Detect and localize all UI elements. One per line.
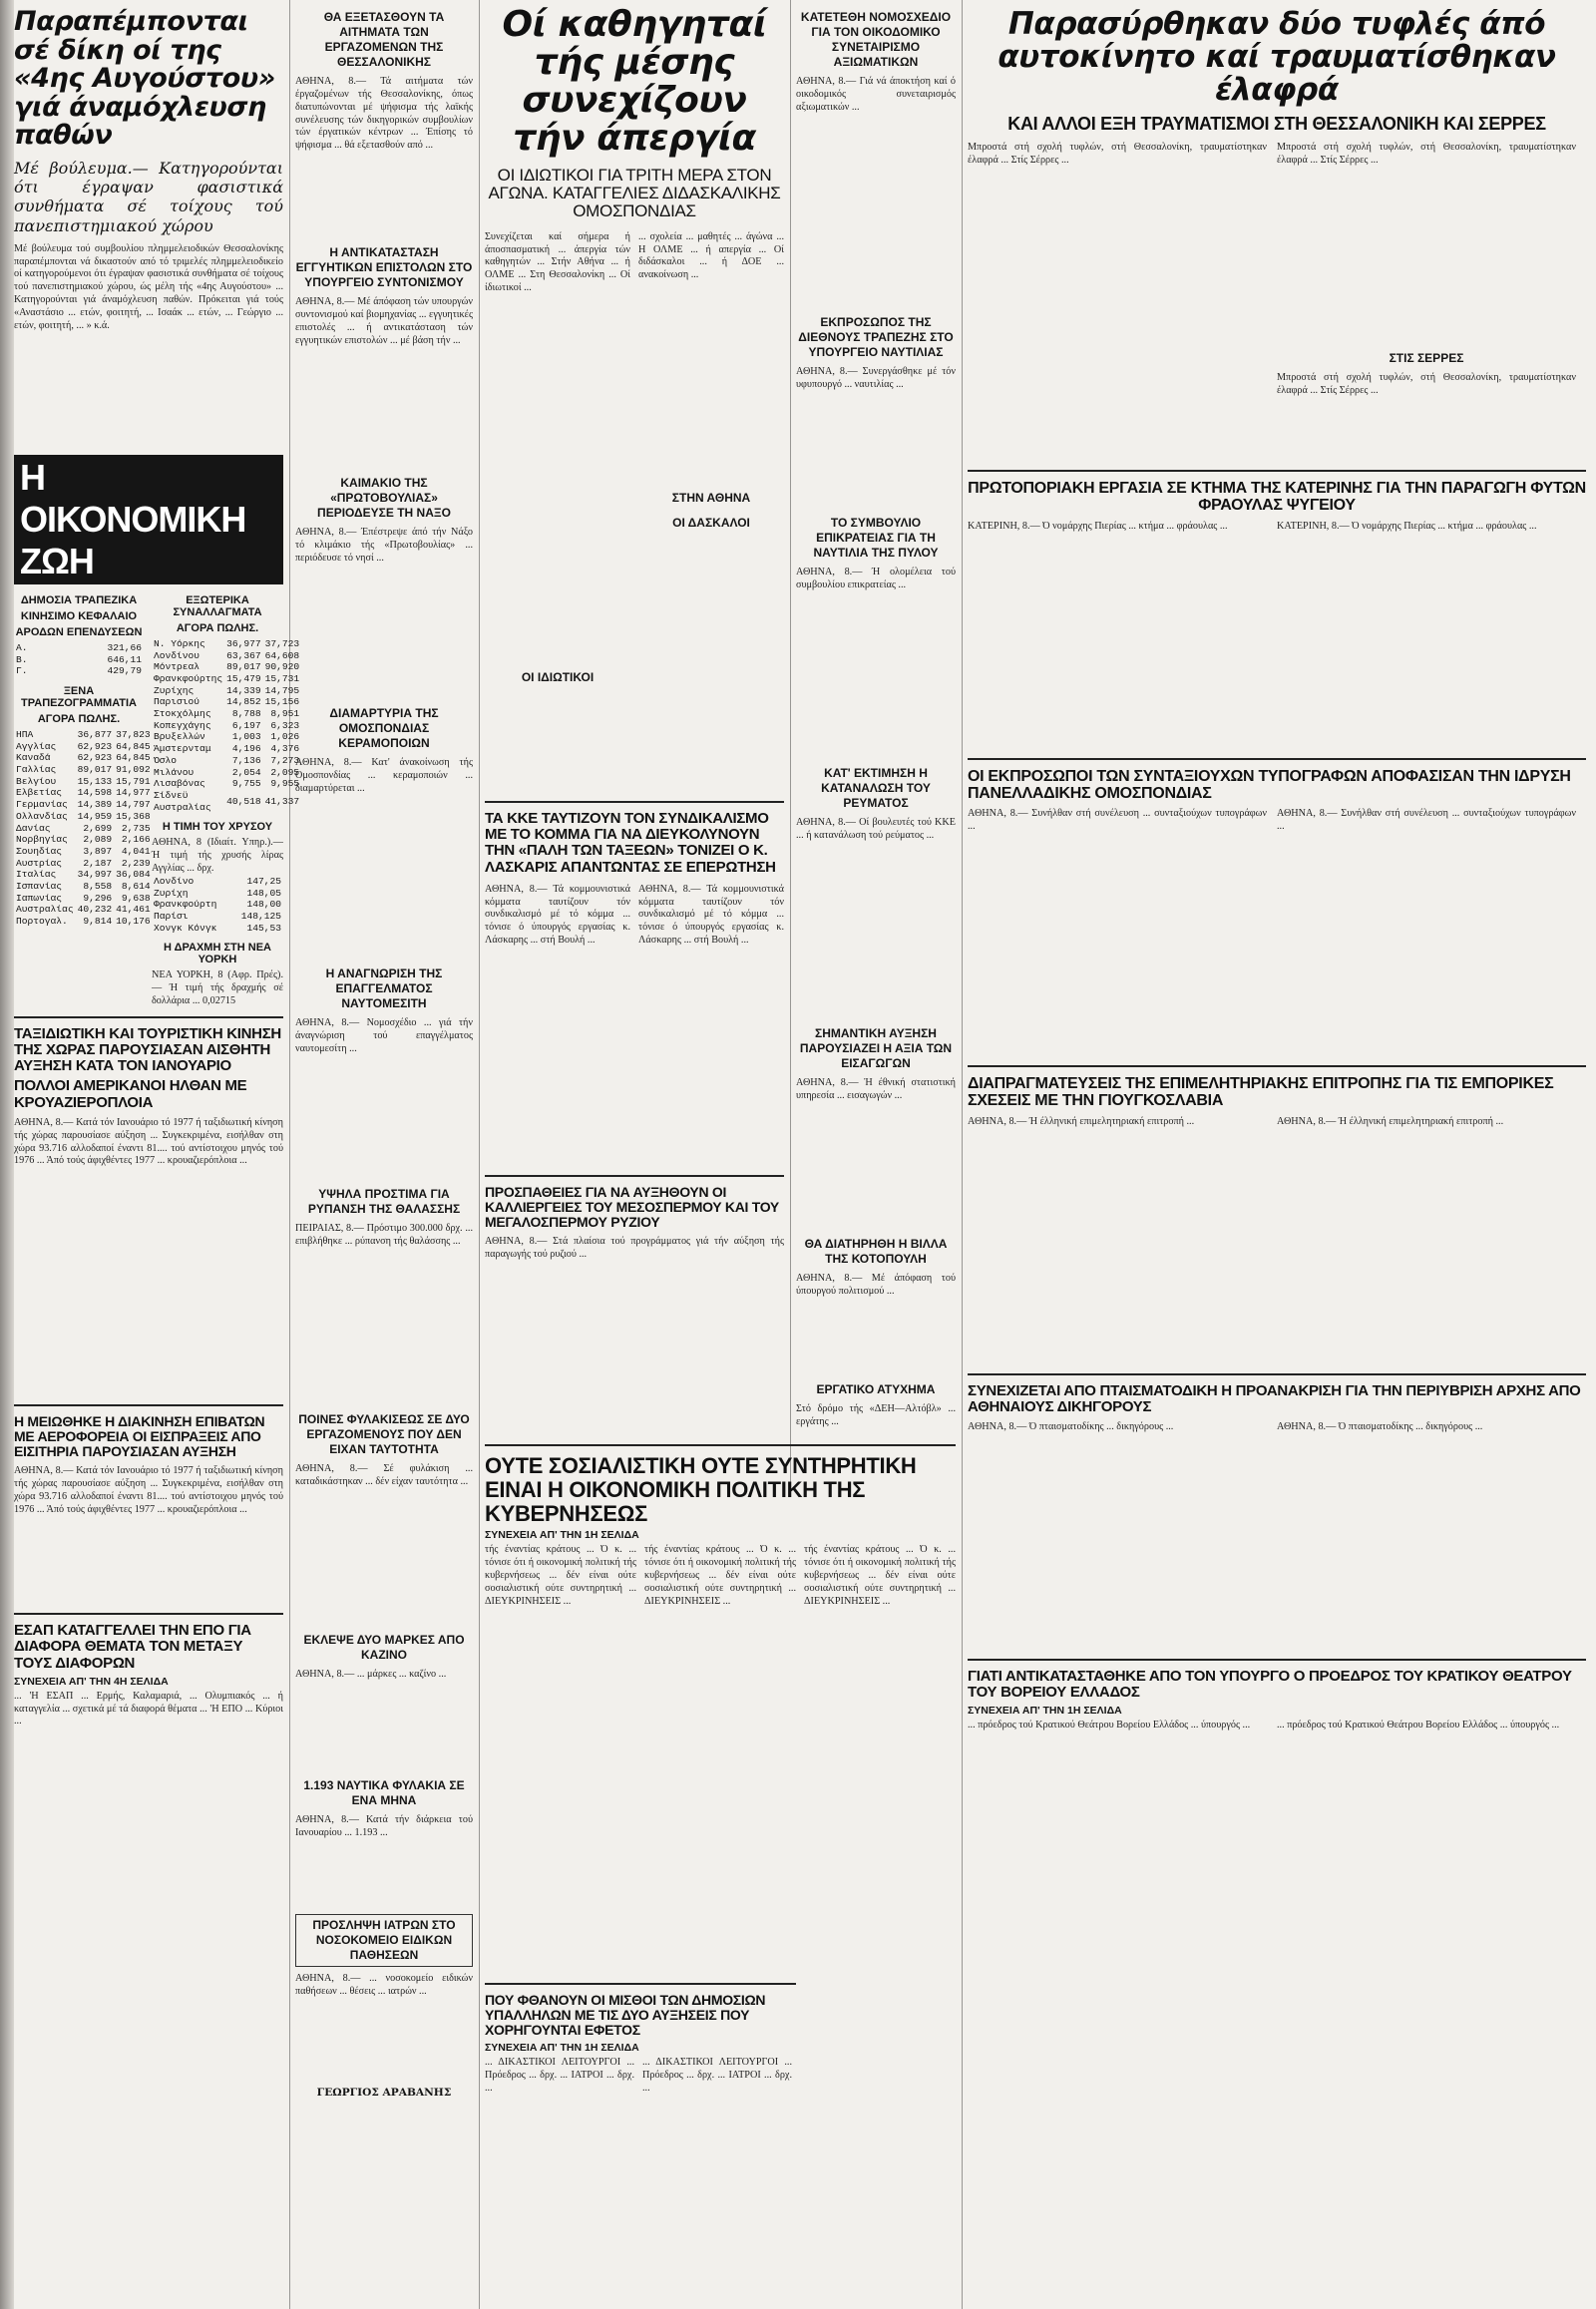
fx-value: 9,814	[83, 916, 113, 928]
naxos-head: ΚΑΙΜΑΚΙΟ ΤΗΣ «ΠΡΩΤΟΒΟΥΛΙΑΣ» ΠΕΡΙΟΔΕΥΣΕ ΤΗ ΝΑΞΟ	[317, 476, 451, 520]
fx-label: Γερμανίας	[16, 799, 68, 811]
union-body: ΑΘΗΝΑ, 8.— Τά κομμουνιστικά κόμματα ταυτίζουν τόν συνδικαλισμό μέ τό κόμμα ... τόνισε ό ύπουργός εργασίας κ. Λάσκαρης ... στή Βουλή ...	[485, 883, 630, 947]
typographers-body: ΑΘΗΝΑ, 8.— Συνήλθαν στή συνέλευση ... συνταξιούχων τυπογράφων ...	[968, 808, 1267, 832]
tourism-body: ΑΘΗΝΑ, 8.— Κατά τόν Ιανουάριο τό 1977 ή ταξιδιωτική κίνηση τής χώρας παρουσίασε αύξηση ... Συγκεκριμένα, εισήλθαν στη χώρα 93.716 αλλοδαποί έναντι 81.... τού αντίστοιχου μηνός τού 1976 ... Άπό τούς άφιχθέντες 1977 ... κρουαζιερόπλοια ...	[14, 1116, 283, 1167]
fx-label: ΗΠΑ	[16, 728, 34, 740]
fx-public-title: ΔΗΜΟΣΙΑ ΤΡΑΠΕΖΙΚΑ	[20, 593, 138, 606]
exchange-subtitle: ΑΓΟΡΑ ΠΩΛΗΣ.	[37, 712, 121, 725]
villa-head: ΘΑ ΔΙΑΤΗΡΗΘΗ Η ΒΙΛΛΑ ΤΗΣ ΚΟΤΟΠΟΥΛΗ	[804, 1237, 948, 1266]
strike-body-left: Συνεχίζεται καί σήμερα ή άποσπασματική ... άπεργία τών καθηγητών ... Στήν Αθήνα ... ή ΟΛΜΕ ... Στη Θεσσαλονίκη ... Οί ίδιωτικοί ...	[485, 230, 630, 294]
fx-label: Κοπεγχάγης	[154, 719, 211, 731]
rule	[485, 801, 784, 803]
fx-value: 62,923	[77, 752, 113, 764]
fx-value: 2,089	[83, 834, 113, 846]
fx-value: 14,852	[226, 696, 261, 708]
esap-continued: ΣΥΝΕΧΕΙΑ ΑΠ' ΤΗΝ 4Η ΣΕΛΙΔΑ	[14, 1675, 169, 1688]
rule	[485, 1983, 796, 1985]
fx-value: 6,323	[270, 719, 300, 731]
fx-value: 4,196	[231, 743, 261, 755]
fx-label: Ιαπωνίας	[16, 892, 63, 904]
strawberry-body: ΚΑΤΕΡΙΝΗ, 8.— Ό νομάρχης Πιερίας ... κτήμα ... φράουλας ...	[968, 520, 1228, 532]
fx-label: Χονγκ Κόνγκ	[154, 922, 217, 934]
fx-row	[14, 799, 153, 811]
fx-row: Β. 646,11	[16, 653, 142, 665]
fx-label: Σουηδίας	[16, 845, 63, 857]
typographers-headline: ΟΙ ΕΚΠΡΟΣΩΠΟΙ ΤΩΝ ΣΥΝΤΑΞΙΟΥΧΩΝ ΤΥΠΟΓΡΑΦΩΝ ΑΠΟΦΑΣΙΣΑΝ ΤΗΝ ΙΔΡΥΣΗ ΠΑΝΕΛΛΑΔΙΚΗΣ ΟΜΟΣΠΟΝΔΙΑΣ	[968, 767, 1571, 802]
housing-law-body: ΑΘΗΝΑ, 8.— Γιά νά άποκτήση καί ό οικοδομικός συνεταιρισμός αξιωματικών ...	[796, 76, 956, 113]
rice-story	[485, 1167, 784, 1446]
second-column	[295, 0, 473, 2309]
gold-table	[152, 876, 283, 935]
fx-value: 37,823	[116, 728, 151, 740]
fx-value: 14,389	[77, 799, 113, 811]
rule	[14, 1404, 283, 1406]
yugoslavia-headline: ΔΙΑΠΡΑΓΜΑΤΕΥΣΕΙΣ ΤΗΣ ΕΠΙΜΕΛΗΤΗΡΙΑΚΗΣ ΕΠΙΤΡΟΠΗΣ ΓΙΑ ΤΙΣ ΕΜΠΟΡΙΚΕΣ ΣΧΕΣΕΙΣ ΜΕ ΤΗΝ ΓΙΟΥΓΚΟΣΛΑΒΙΑ	[968, 1075, 1554, 1110]
fx-value: 64,608	[264, 649, 300, 661]
fx-label: Λονδίνου	[154, 649, 200, 661]
rice-headline: ΠΡΟΣΠΑΘΕΙΕΣ ΓΙΑ ΝΑ ΑΥΞΗΘΟΥΝ ΟΙ ΚΑΛΛΙΕΡΓΕΙΕΣ ΤΟΥ ΜΕΣΟΣΠΕΡΜΟΥ ΚΑΙ ΤΟΥ ΜΕΓΑΛΟΣΠΕΡΜΟΥ ΡΥΖΙΟΥ	[485, 1184, 779, 1231]
fx-value: 15,156	[264, 696, 300, 708]
fx-row	[152, 888, 283, 900]
fx-row	[152, 767, 301, 779]
theatre-body-cont: ... πρόεδρος τού Κρατικού Θεάτρου Βορείου Ελλάδος ... ύπουργός ...	[1277, 1720, 1560, 1732]
column-rule	[289, 0, 290, 2309]
fx-row	[14, 823, 153, 835]
fx-label: Αυστραλίας	[16, 904, 74, 916]
fx-label: Αγγλίας	[16, 740, 57, 752]
fx-row	[152, 708, 301, 720]
pollution-fines-head: ΥΨΗΛΑ ΠΡΟΣΤΙΜΑ ΓΙΑ ΡΥΠΑΝΣΗ ΤΗΣ ΘΑΛΑΣΣΗΣ	[307, 1187, 461, 1216]
fx-row	[14, 741, 153, 753]
salaries-story	[485, 1975, 796, 2304]
fx-row: Α. 321,66	[16, 641, 142, 653]
fx-value: 145,53	[246, 922, 281, 934]
fx-value: 8,788	[231, 708, 261, 720]
pylos-body: ΑΘΗΝΑ, 8.— Ή ολομέλεια τού συμβουλίου επικρατείας ...	[796, 567, 956, 590]
theatre-headline: ΓΙΑΤΙ ΑΝΤΙΚΑΤΑΣΤΑΘΗΚΕ ΑΠΟ ΤΟΝ ΥΠΟΥΡΓΟ Ο ΠΡΟΕΔΡΟΣ ΤΟΥ ΚΡΑΤΙΚΟΥ ΘΕΑΤΡΟΥ ΤΟΥ ΒΟΡΕΙΟΥ ΕΛΛΑΔΟΣ	[968, 1667, 1572, 1702]
fx-label: Φρανκφούρτης	[154, 672, 223, 684]
private-subhead: ΟΙ ΙΔΙΩΤΙΚΟΙ	[521, 669, 595, 684]
yugoslavia-body: ΑΘΗΝΑ, 8.— Ή έλληνική επιμελητηριακή επιτροπή ...	[968, 1115, 1195, 1127]
fx-value: 147,25	[246, 875, 281, 887]
fx-row	[14, 916, 153, 928]
fx-value: 1,003	[231, 731, 261, 743]
salaries-continued: ΣΥΝΕΧΕΙΑ ΑΠ' ΤΗΝ 1Η ΣΕΛΙΔΑ	[485, 2042, 639, 2055]
gold-body: ΑΘΗΝΑ, 8 (Ιδιαίτ. Υπηρ.).— Ή τιμή τής χρυσής λίρας Αγγλίας ... δρχ.	[152, 837, 283, 875]
electricity-head: ΚΑΤ' ΕΚΤΙΜΗΣΗ Η ΚΑΤΑΝΑΛΩΣΗ ΤΟΥ ΡΕΥΜΑΤΟΣ	[821, 766, 931, 810]
serres-subhead: ΣΤΙΣ ΣΕΡΡΕΣ	[1389, 351, 1464, 366]
fx-row	[152, 720, 301, 732]
rule	[14, 1613, 283, 1615]
fx-row	[14, 858, 153, 870]
gold-title: Η ΤΙΜΗ ΤΟΥ ΧΡΥΣΟΥ	[162, 821, 273, 834]
fx-value: 8,614	[121, 881, 151, 893]
shipbroker-head: Η ΑΝΑΓΝΩΡΙΣΗ ΤΗΣ ΕΠΑΓΓΕΛΜΑΤΟΣ ΝΑΥΤΟΜΕΣΙΤΗ	[325, 966, 443, 1010]
fx-value: 2,166	[121, 834, 151, 846]
fx-value: 41,337	[264, 795, 300, 807]
fx-value: 64,845	[116, 740, 151, 752]
ceramics-body: ΑΘΗΝΑ, 8.— Κατ' άνακοίνωση τής Ομοσπονδίας ... κεραμοποιών ... διαμαρτύρεται ...	[295, 757, 473, 794]
fx-value: 1,026	[270, 731, 300, 743]
trial-headline: Παραπέμπονται σέ δίκη οί της «4ης Αυγούστου» γιά άναμόχλευση παθών	[14, 6, 275, 152]
ceramics-head: ΔΙΑΜΑΡΤΥΡΙΑ ΤΗΣ ΟΜΟΣΠΟΝΔΙΑΣ ΚΕΡΑΜΟΠΟΙΩΝ	[329, 706, 439, 750]
fx-row	[152, 923, 283, 935]
fx-label: Καναδά	[16, 752, 51, 764]
fx-value: 7,273	[270, 754, 300, 766]
fx-row	[152, 650, 301, 662]
salaries-headline: ΠΟΥ ΦΘΑΝΟΥΝ ΟΙ ΜΙΣΘΟΙ ΤΩΝ ΔΗΜΟΣΙΩΝ ΥΠΑΛΛΗΛΩΝ ΜΕ ΤΙΣ ΔΥΟ ΑΥΞΗΣΕΙΣ ΠΟΥ ΧΟΡΗΓΟΥΝΤΑΙ ΕΦΕΤΟΣ	[485, 1992, 766, 2039]
theatre-continued: ΣΥΝΕΧΕΙΑ ΑΠ' ΤΗΝ 1Η ΣΕΛΙΔΑ	[968, 1705, 1122, 1718]
fx-label: Ιταλίας	[16, 869, 57, 881]
naval-head: 1.193 ΝΑΥΤΙΚΑ ΦΥΛΑΚΙΑ ΣΕ ΕΝΑ ΜΗΝΑ	[303, 1778, 465, 1807]
rule	[968, 470, 1586, 472]
trial-subheadline: Μέ βούλευμα.— Κατηγορούνται ότι έγραψαν φασιστικά συνθήματα σέ τοίχους τού πανεπιστημιακού χώρου	[14, 159, 283, 235]
fx-row	[152, 911, 283, 923]
rule	[485, 1175, 784, 1177]
fourth-column	[796, 0, 956, 1496]
fx-value: 148,125	[240, 910, 281, 922]
fx-row: Γ. 429,79	[16, 665, 142, 677]
fx-value: 41,461	[116, 904, 151, 916]
fx-label: Φρανκφούρτη	[154, 899, 217, 911]
doctors-signature: ΓΕΩΡΓΙΟΣ ΑΡΑΒΑΝΗΣ	[316, 2087, 452, 2099]
fx-value: 2,699	[83, 822, 113, 834]
fx-label: Όσλο	[154, 754, 178, 766]
esap-body: ... 'Η ΕΣΑΠ ... Ερμής, Καλαμαριά, ... Ολυμπιακός ... ή καταγγελία ... σχετικά μέ τά διαφορά θέματα ... 'Η ΕΠΟ ... Κύριοι ...	[14, 1690, 283, 1728]
fx-label: Ισπανίας	[16, 881, 63, 893]
policy-headline: ΟΥΤΕ ΣΟΣΙΑΛΙΣΤΙΚΗ ΟΥΤΕ ΣΥΝΤΗΡΗΤΙΚΗ ΕΙΝΑΙ Η ΟΙΚΟΝΟΜΙΚΗ ΠΟΛΙΤΙΚΗ ΤΗΣ ΚΥΒΕΡΝΗΣΕΩΣ	[485, 1453, 917, 1526]
fx-row	[152, 778, 301, 790]
fx-row	[14, 893, 153, 905]
fx-value: 2,095	[270, 766, 300, 778]
theatre-body: ... πρόεδρος τού Κρατικού Θεάτρου Βορείου Ελλάδος ... ύπουργός ...	[968, 1720, 1251, 1732]
fx-value: 4,041	[121, 845, 151, 857]
world-bank-head: ΕΚΠΡΟΣΩΠΟΣ ΤΗΣ ΔΙΕΘΝΟΥΣ ΤΡΑΠΕΖΗΣ ΣΤΟ ΥΠΟΥΡΓΕΙΟ ΝΑΥΤΙΛΙΑΣ	[798, 315, 954, 359]
fx-value: 40,518	[226, 795, 261, 807]
fx-value: 40,232	[77, 904, 113, 916]
salaries-body-b: ... ΔΙΚΑΣΤΙΚΟΙ ΛΕΙΤΟΥΡΓΟΙ ... Πρόεδρος ... δρχ. ... ΙΑΤΡΟΙ ... δρχ. ...	[642, 2057, 792, 2095]
lawyers-headline: ΣΥΝΕΧΙΖΕΤΑΙ ΑΠΟ ΠΤΑΙΣΜΑΤΟΔΙΚΗ Η ΠΡΟΑΝΑΚΡΙΣΗ ΓΙΑ ΤΗΝ ΠΕΡΙΥΒΡΙΣΗ ΑΡΧΗΣ ΑΠΟ ΑΘΗΝΑΙΟΥΣ ΔΙΚΗΓΟΡΟΥΣ	[968, 1381, 1581, 1415]
rule	[968, 1659, 1586, 1661]
fx-label: Ολλανδίας	[16, 810, 68, 822]
fx-value: 2,054	[231, 766, 261, 778]
fx-label: Άμστερνταμ	[154, 743, 211, 755]
teachers-head: ΘΑ ΕΞΕΤΑΣΘΟΥΝ ΤΑ ΑΙΤΗΜΑΤΑ ΤΩΝ ΕΡΓΑΖΟΜΕΝΩΝ ΤΗΣ ΘΕΣΣΑΛΟΝΙΚΗΣ	[323, 10, 445, 69]
fx-row	[152, 743, 301, 755]
fx-row	[14, 752, 153, 764]
fx-value: 8,951	[270, 708, 300, 720]
yugoslavia-body-cont: ΑΘΗΝΑ, 8.— Ή έλληνική επιμελητηριακή επιτροπή ...	[1277, 1115, 1504, 1127]
fx-value: 2,735	[121, 822, 151, 834]
lawyers-body: ΑΘΗΝΑ, 8.— Ό πταισματοδίκης ... δικηγόρους ...	[968, 1420, 1174, 1432]
villa-body: ΑΘΗΝΑ, 8.— Μέ άπόφαση τού ύπουργού πολιτισμού ...	[796, 1273, 956, 1297]
fx-value: 2,187	[83, 857, 113, 869]
policy-continued: ΣΥΝΕΧΕΙΑ ΑΠ' ΤΗΝ 1Η ΣΕΛΙΔΑ	[485, 1529, 639, 1542]
strike-subheadline: ΟΙ ΙΔΙΩΤΙΚΟΙ ΓΙΑ ΤΡΙΤΗ ΜΕΡΑ ΣΤΟΝ ΑΓΩΝΑ. ΚΑΤΑΓΓΕΛΙΕΣ ΔΙΔΑΣΚΑΛΙΚΗΣ ΟΜΟΣΠΟΝΔΙΑΣ	[488, 165, 781, 221]
fx-value: 36,977	[226, 637, 261, 649]
fx-value: 14,795	[264, 684, 300, 696]
fx-label: Δανίας	[16, 822, 51, 834]
right-column	[968, 0, 1586, 2309]
rule	[968, 1373, 1586, 1375]
fx-value: 63,367	[226, 649, 261, 661]
policy-body-a: τής έναντίας κράτους ... Ό κ. ... τόνισε ότι ή οικονομική πολιτική τής κυβερνήσεως ... δέν είναι ούτε σοσιαλιστική ούτε συντηρητική ... ΔΙΕΥΚΡΙΝΗΣΕΙΣ ...	[485, 1544, 636, 1607]
lawyers-body-cont: ΑΘΗΝΑ, 8.— Ό πταισματοδίκης ... δικηγόρους ...	[1277, 1420, 1483, 1432]
accident-head: ΕΡΓΑΤΙΚΟ ΑΤΥΧΗΜΑ	[816, 1382, 936, 1396]
fx-value: 36,084	[116, 869, 151, 881]
fx-value: 36,877	[77, 728, 113, 740]
fx-row	[152, 755, 301, 767]
fx-row	[14, 764, 153, 776]
tourism-headline: ΤΑΞΙΔΙΩΤΙΚΗ ΚΑΙ ΤΟΥΡΙΣΤΙΚΗ ΚΙΝΗΣΗ ΤΗΣ ΧΩΡΑΣ ΠΑΡΟΥΣΙΑΣΑΝ ΑΙΣΘΗΤΗ ΑΥΞΗΣΗ ΚΑΤΑ ΤΟΝ ΙΑΝΟΥΑΡΙΟ	[14, 1024, 281, 1075]
fx-row	[152, 731, 301, 743]
imports-head: ΣΗΜΑΝΤΙΚΗ ΑΥΞΗΣΗ ΠΑΡΟΥΣΙΑΖΕΙ Η ΑΞΙΑ ΤΩΝ ΕΙΣΑΓΩΓΩΝ	[799, 1026, 953, 1070]
fx-row	[14, 881, 153, 893]
fx-value: 14,959	[77, 810, 113, 822]
rule	[14, 1016, 283, 1018]
guarantee-head: Η ΑΝΤΙΚΑΤΑΣΤΑΣΗ ΕΓΓΥΗΤΙΚΩΝ ΕΠΙΣΤΟΛΩΝ ΣΤΟ ΥΠΟΥΡΓΕΙΟ ΣΥΝΤΟΝΙΣΜΟΥ	[295, 245, 473, 289]
salaries-body-a: ... ΔΙΚΑΣΤΙΚΟΙ ΛΕΙΤΟΥΡΓΟΙ ... Πρόεδρος ... δρχ. ... ΙΑΤΡΟΙ ... δρχ. ...	[485, 2057, 634, 2095]
fx-row	[152, 899, 283, 911]
transactions-title: ΕΞΩΤΕΡΙΚΑ ΣΥΝΑΛΛΑΓΜΑΤΑ	[173, 593, 262, 618]
fx-value: 90,920	[264, 661, 300, 673]
prison-body: ΑΘΗΝΑ, 8.— Σέ φυλάκιση ... καταδικάστηκαν ... δέν είχαν ταυτότητα ...	[295, 1463, 473, 1487]
fx-row	[14, 904, 153, 916]
prison-head: ΠΟΙΝΕΣ ΦΥΛΑΚΙΣΕΩΣ ΣΕ ΔΥΟ ΕΡΓΑΖΟΜΕΝΟΥΣ ΠΟΥ ΔΕΝ ΕΙΧΑΝ ΤΑΥΤΟΤΗΤΑ	[298, 1412, 470, 1456]
fx-value: 9,755	[231, 778, 261, 790]
fx-row	[152, 685, 301, 697]
transactions-table	[152, 638, 301, 814]
serres-body: Μπροστά στή σχολή τυφλών, στή Θεσσαλονίκη, τραυματίστηκαν έλαφρά ... Στίς Σέρρες ...	[1277, 372, 1576, 396]
fx-subtitle-one: ΚΙΝΗΣΙΜΟ ΚΕΦΑΛΑΙΟ	[20, 609, 138, 622]
fx-label: Ζυρίχη	[154, 887, 189, 899]
fx-value: 14,598	[77, 787, 113, 799]
fx-row	[152, 638, 301, 650]
fx-label: Πορτογαλ.	[16, 916, 68, 928]
fx-row	[14, 846, 153, 858]
fx-value: 6,197	[231, 719, 261, 731]
blind-women-headline: Παρασύρθηκαν δύο τυφλές άπό αυτοκίνητο καί τραυματίσθηκαν έλαφρά	[998, 6, 1556, 108]
casino-head: ΕΚΛΕΨΕ ΔΥΟ ΜΑΡΚΕΣ ΑΠΟ ΚΑΖΙΝΟ	[303, 1633, 465, 1662]
passengers-headline: Η ΜΕΙΩΘΗΚΕ Η ΔΙΑΚΙΝΗΣΗ ΕΠΙΒΑΤΩΝ ΜΕ ΑΕΡΟΦΟΡΕΙΑ ΟΙ ΕΙΣΠΡΑΞΕΙΣ ΑΠΟ ΕΙΣΙΤΗΡΙΑ ΠΑΡΟΥΣΙΑΣΑΝ ΑΥΞΗΣΗ	[14, 1412, 265, 1460]
fx-label: Γαλλίας	[16, 764, 57, 776]
exchange-table	[14, 729, 153, 928]
dollar-title: Η ΔΡΑΧΜΗ ΣΤΗ ΝΕΑ ΥΟΡΚΗ	[163, 942, 271, 966]
fx-label: Λονδίνο	[154, 875, 195, 887]
fx-rows-one	[14, 642, 144, 677]
fx-value: 7,136	[231, 754, 261, 766]
fx-value: 10,176	[116, 916, 151, 928]
shipbroker-body: ΑΘΗΝΑ, 8.— Νομοσχέδιο ... γιά τήν άναγνώριση τού επαγγέλματος ναυτομεσίτη ...	[295, 1017, 473, 1054]
fx-row	[14, 776, 153, 788]
fx-value: 9,296	[83, 892, 113, 904]
pylos-head: ΤΟ ΣΥΜΒΟΥΛΙΟ ΕΠΙΚΡΑΤΕΙΑΣ ΓΙΑ ΤΗ ΝΑΥΤΙΛΙΑ ΤΗΣ ΠΥΛΟΥ	[813, 516, 939, 560]
strawberry-headline: ΠΡΩΤΟΠΟΡΙΑΚΗ ΕΡΓΑΣΙΑ ΣΕ ΚΤΗΜΑ ΤΗΣ ΚΑΤΕΡΙΝΗΣ ΓΙΑ ΤΗΝ ΠΑΡΑΓΩΓΗ ΦΥΤΩΝ ΦΡΑΟΥΛΑΣ ΨΥΓΕΙΟΥ	[968, 480, 1586, 515]
fx-value: 62,923	[77, 740, 113, 752]
fx-row	[152, 876, 283, 888]
fx-row	[14, 729, 153, 741]
fx-value: 15,791	[116, 775, 151, 787]
fx-row	[14, 787, 153, 799]
fx-value: 8,558	[83, 881, 113, 893]
transactions-subtitle: ΑΓΟΡΑ ΠΩΛΗΣ.	[176, 621, 259, 634]
fx-label: Ελβετίας	[16, 787, 63, 799]
fx-label: Μόντρεαλ	[154, 661, 200, 673]
fx-label: Παρίσι	[154, 910, 189, 922]
rule	[485, 1444, 956, 1446]
teachers-body: ΑΘΗΝΑ, 8.— Τά αιτήματα τών έργαζομένων τής Θεσσαλονίκης, όπως διατυπώνονται μέ ψήφισμα τής λαϊκής συνέλευσης τών δικηγορικών συμβουλίων τών έργατικών κέντρων ... Έπίσης τό ψήφισμα ... θά εξετασθούν από ...	[295, 76, 473, 152]
fx-value: 15,133	[77, 775, 113, 787]
third-column	[485, 0, 784, 798]
doctors-body: ΑΘΗΝΑ, 8.— ... νοσοκομείο ειδικών παθήσεων ... θέσεις ... ιατρών ...	[295, 1973, 473, 1997]
casino-body: ΑΘΗΝΑ, 8.— ... μάρκες ... καζίνο ...	[295, 1669, 447, 1680]
column-rule	[962, 0, 963, 2309]
naxos-body: ΑΘΗΝΑ, 8.— Έπέστρεψε άπό τήν Νάξο τό κλιμάκιο τής «Πρωτοβουλίας» ... περιόδευσε τό νησί ...	[295, 527, 473, 564]
trial-body: Μέ βούλευμα τού συμβουλίου πλημμελειοδικών Θεσσαλονίκης παραπέμπονται νά δικαστούν από τό τριμελές πλημμελειοδικείο οί κατηγορούμενοι ότι έγραψαν φασιστικά συνθήματα σέ τοίχους τού πανεπιστημιακού χώρου, ώς μέλη τής «4ης Αυγούστου» ... Κατηγορούνται γιά άναμόχλευση παθών. Πρόκειται γιά τούς «Αναστάσιο ... ετών, φοιτητή, ... Ισαάκ ... ετών, ... Γεώργιο ... ετών, φοιτητή, ... » κ.ά.	[14, 242, 283, 331]
fx-value: 64,845	[116, 752, 151, 764]
world-bank-body: ΑΘΗΝΑ, 8.— Συνεργάσθηκε μέ τόν υφυπουργό ... ναυτιλίας ...	[796, 366, 956, 390]
policy-body-b: τής έναντίας κράτους ... Ό κ. ... τόνισε ότι ή οικονομική πολιτική τής κυβερνήσεως ... δέν είναι ούτε σοσιαλιστική ούτε συντηρητική ... ΔΙΕΥΚΡΙΝΗΣΕΙΣ ...	[644, 1544, 796, 1607]
strike-body-right: ... σχολεία ... μαθητές ... άγώνα ... Η ΟΛΜΕ ... ή απεργία ... Οί διδάσκαλοι ... ή ΔΟΕ ... ανακοίνωση ...	[638, 230, 784, 281]
fx-value: 3,897	[83, 845, 113, 857]
fx-row	[152, 790, 301, 813]
dollar-body: ΝΕΑ ΥΟΡΚΗ, 8 (Αφρ. Πρές).— Ή τιμή τής δραχμής σέ δολλάρια ... 0,02715	[152, 969, 283, 1007]
fx-value: 14,339	[226, 684, 261, 696]
blind-women-body: Μπροστά στή σχολή τυφλών, στή Θεσσαλονίκη, τραυματίστηκαν έλαφρά ... Στίς Σέρρες ...	[968, 142, 1267, 166]
strawberry-body-cont: ΚΑΤΕΡΙΝΗ, 8.— Ό νομάρχης Πιερίας ... κτήμα ... φράουλας ...	[1277, 520, 1537, 532]
passengers-body: ΑΘΗΝΑ, 8.— Κατά τόν Ιανουάριο τό 1977 ή ταξιδιωτική κίνηση τής χώρας παρουσίασε αύξηση ... Συγκεκριμένα, εισήλθαν στη χώρα 93.716 αλλοδαποί έναντι 81.... τού αντίστοιχου μηνός τού 1976 ... Άπό τούς άφιχθέντες 1977 ... κρουαζιερόπλοια ...	[14, 1465, 283, 1515]
column-rule	[479, 0, 480, 2309]
economic-life-banner: Η ΟΙΚΟΝΟΜΙΚΗ ΖΩΗ	[14, 455, 283, 584]
athens-subhead: ΣΤΗΝ ΑΘΗΝΑ	[671, 490, 751, 505]
fx-label: Αυστρίας	[16, 857, 63, 869]
fx-row	[152, 661, 301, 673]
left-column	[14, 0, 300, 2309]
accident-body: Στό δρόμο τής «ΔΕΗ—Αλτόβλ» ... εργάτης ...	[796, 1403, 956, 1427]
rule	[968, 1065, 1586, 1067]
blind-women-body-cont: Μπροστά στή σχολή τυφλών, στή Θεσσαλονίκη, τραυματίστηκαν έλαφρά ... Στίς Σέρρες ...	[1277, 142, 1576, 166]
teachers-subhead: ΟΙ ΔΑΣΚΑΛΟΙ	[672, 515, 750, 530]
fx-value: 37,723	[264, 637, 300, 649]
doctors-head: ΠΡΟΣΛΗΨΗ ΙΑΤΡΩΝ ΣΤΟ ΝΟΣΟΚΟΜΕΙΟ ΕΙΔΙΚΩΝ ΠΑΘΗΣΕΩΝ	[295, 1914, 473, 1967]
fx-row	[152, 673, 301, 685]
fx-value: 14,977	[116, 787, 151, 799]
fx-row	[14, 869, 153, 881]
rule	[968, 758, 1586, 760]
fx-label: Παρισιού	[154, 696, 200, 708]
fx-value: 9,638	[121, 892, 151, 904]
fx-row	[14, 834, 153, 846]
fx-label: Ν. Υόρκης	[154, 637, 205, 649]
pollution-fines-body: ΠΕΙΡΑΙΑΣ, 8.— Πρόστιμο 300.000 δρχ. ... επιβλήθηκε ... ρύπανση τής θαλάσσης ...	[295, 1223, 473, 1247]
union-story	[485, 793, 784, 1172]
page-spine-shadow	[0, 0, 14, 2309]
rice-body: ΑΘΗΝΑ, 8.— Στά πλαίσια τού προγράμματος γιά τήν αύξηση τής παραγωγής τού ρυζιού ...	[485, 1236, 784, 1261]
fx-row	[152, 696, 301, 708]
policy-body-c: τής έναντίας κράτους ... Ό κ. ... τόνισε ότι ή οικονομική πολιτική τής κυβερνήσεως ... δέν είναι ούτε σοσιαλιστική ούτε συντηρητική ... ΔΙΕΥΚΡΙΝΗΣΕΙΣ ...	[804, 1544, 956, 1607]
fx-label: Ζυρίχης	[154, 684, 195, 696]
fx-label: Μιλάνου	[154, 766, 195, 778]
policy-story	[485, 1436, 956, 1975]
fx-value: 148,00	[246, 899, 281, 911]
guarantee-body: ΑΘΗΝΑ, 8.— Μέ άπόφαση τών υπουργών συντονισμού καί βιομηχανίας ... εγγυητικές επιστολές ... ή αντικατάσταση τών εγγυητικών επιστολών ... μέ βάση τήν ...	[295, 296, 473, 346]
fx-label: Βελγίου	[16, 775, 57, 787]
fx-value: 14,797	[116, 799, 151, 811]
fx-value: 91,092	[116, 764, 151, 776]
fx-label: Στοκχόλμης	[154, 708, 211, 720]
fx-value: 15,731	[264, 672, 300, 684]
union-body-cont: ΑΘΗΝΑ, 8.— Τά κομμουνιστικά κόμματα ταυτίζουν τόν συνδικαλισμό μέ τό κόμμα ... τόνισε ό ύπουργός εργασίας κ. Λάσκαρης ... στή Βουλή ...	[638, 883, 784, 947]
fx-value: 4,376	[270, 743, 300, 755]
fx-value: 89,017	[77, 764, 113, 776]
fx-row	[14, 811, 153, 823]
fx-label: Βρυξελλών	[154, 731, 205, 743]
fx-subtitle-two: ΑΡΟΔΩΝ ΕΠΕΝΔΥΣΕΩΝ	[15, 625, 143, 638]
fx-label: Νορβηγίας	[16, 834, 68, 846]
column-rule	[790, 0, 791, 1496]
blind-women-subheadline: ΚΑΙ ΑΛΛΟΙ ΕΞΗ ΤΡΑΥΜΑΤΙΣΜΟΙ ΣΤΗ ΘΕΣΣΑΛΟΝΙΚΗ ΚΑΙ ΣΕΡΡΕΣ	[1007, 113, 1546, 134]
typographers-body-cont: ΑΘΗΝΑ, 8.— Συνήλθαν στή συνέλευση ... συνταξιούχων τυπογράφων ...	[1277, 808, 1576, 832]
exchange-title: ΞΕΝΑ ΤΡΑΠΕΖΟΓΡΑΜΜΑΤΙΑ	[21, 684, 137, 709]
fx-label: Λισαβόνας	[154, 778, 205, 790]
fx-value: 15,368	[116, 810, 151, 822]
strike-headline: Οί καθηγηταί τής μέσης συνεχίζουν τήν άπεργία	[502, 4, 767, 160]
fx-value: 148,05	[246, 887, 281, 899]
fx-value: 2,239	[121, 857, 151, 869]
cruise-headline: ΠΟΛΛΟΙ ΑΜΕΡΙΚΑΝΟΙ ΗΛΘΑΝ ΜΕ ΚΡΟΥΑΖΙΕΡΟΠΛΟΙΑ	[14, 1077, 247, 1111]
fx-value: 34,997	[77, 869, 113, 881]
esap-headline: ΕΣΑΠ ΚΑΤΑΓΓΕΛΛΕΙ ΤΗΝ ΕΠΟ ΓΙΑ ΔΙΑΦΟΡΑ ΘΕΜΑΤΑ ΤΟΝ ΜΕΤΑΞΥ ΤΟΥΣ ΔΙΑΦΟΡΩΝ	[14, 1622, 251, 1672]
fx-value: 15,479	[226, 672, 261, 684]
naval-body: ΑΘΗΝΑ, 8.— Κατά τήν διάρκεια τού Ιανουαρίου ... 1.193 ...	[295, 1814, 473, 1838]
union-headline: ΤΑ ΚΚΕ ΤΑΥΤΙΖΟΥΝ ΤΟΝ ΣΥΝΔΙΚΑΛΙΣΜΟ ΜΕ ΤΟ ΚΟΜΜΑ ΓΙΑ ΝΑ ΔΙΕΥΚΟΛΥΝΟΥΝ ΤΗΝ «ΠΑΛΗ ΤΩΝ ΤΑΞΕΩΝ» ΤΟΝΙΖΕΙ Ο Κ. ΛΑΣΚΑΡΙΣ ΑΠΑΝΤΩΝΤΑΣ ΣΕ ΕΠΕΡΩΤΗΣΗ	[485, 810, 776, 876]
imports-body: ΑΘΗΝΑ, 8.— Ή έθνική στατιστική υπηρεσία ... εισαγωγών ...	[796, 1077, 956, 1101]
electricity-body: ΑΘΗΝΑ, 8.— Οί βουλευτές τού ΚΚΕ ... ή κατανάλωση τού ρεύματος ...	[796, 817, 956, 841]
fx-label: Σίδνεϋ Αυστραλίας	[154, 789, 211, 813]
housing-law-head: ΚΑΤΕΤΕΘΗ ΝΟΜΟΣΧΕΔΙΟ ΓΙΑ ΤΟΝ ΟΙΚΟΔΟΜΙΚΟ ΣΥΝΕΤΑΙΡΙΣΜΟ ΑΞΙΩΜΑΤΙΚΩΝ	[800, 10, 952, 69]
fx-value: 89,017	[226, 661, 261, 673]
fx-value: 9,955	[270, 778, 300, 790]
